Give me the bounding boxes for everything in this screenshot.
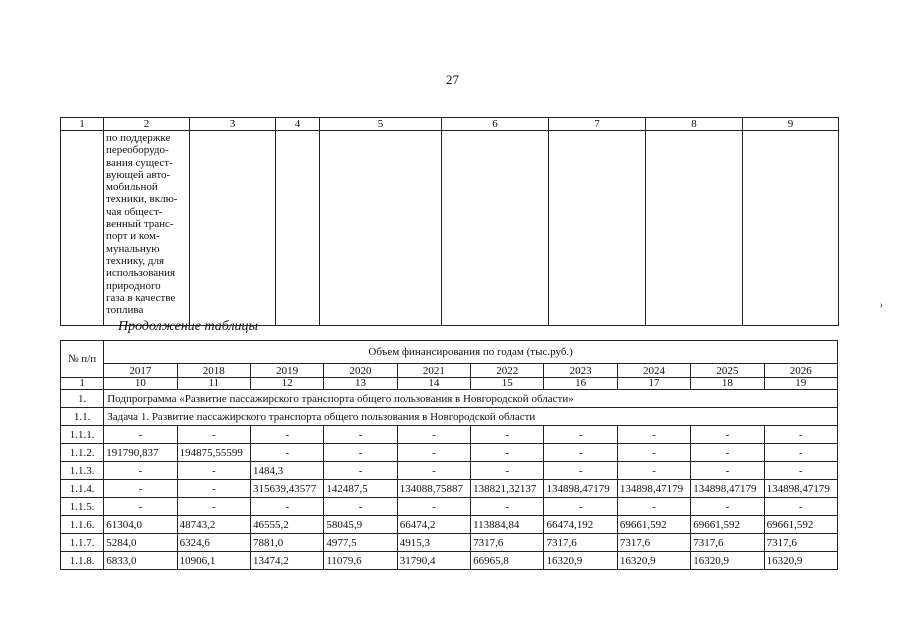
description-line: чая общест- [106, 205, 163, 218]
description-line: топлива [106, 304, 144, 317]
empty-cell [743, 131, 839, 326]
financing-value: 69661,592 [617, 516, 690, 534]
column-number: 1 [61, 378, 104, 390]
financing-value: - [691, 444, 764, 462]
subprogram-title: Подпрограмма «Развитие пассажирского транспорта общего пользования в Новгородской области» [104, 390, 838, 408]
financing-value: 69661,592 [691, 516, 764, 534]
column-number: 17 [617, 378, 690, 390]
num-header: № п/п [61, 341, 104, 378]
column-number: 1 [61, 118, 104, 131]
financing-value: 66965,8 [471, 552, 544, 570]
empty-cell [646, 131, 743, 326]
row-number: 1.1.6. [61, 516, 104, 534]
financing-value: - [177, 480, 250, 498]
financing-value: - [397, 426, 470, 444]
description-line: технику, для [106, 254, 165, 267]
year-header: 2019 [250, 364, 323, 378]
description-line: по поддержке [106, 132, 171, 144]
column-number: 11 [177, 378, 250, 390]
table-row [61, 444, 838, 462]
year-header: 2017 [104, 364, 177, 378]
financing-value: - [471, 426, 544, 444]
description-line: мунальную [106, 242, 160, 255]
row-number: 1.1.7. [61, 534, 104, 552]
financing-value: - [104, 498, 177, 516]
financing-value: 10906,1 [177, 552, 250, 570]
financing-header-row [61, 341, 838, 364]
page-number: 27 [446, 72, 459, 87]
column-number-row [61, 378, 838, 390]
financing-value: 7317,6 [471, 534, 544, 552]
financing-table [60, 340, 838, 570]
row-number: 1.1.8. [61, 552, 104, 570]
description-line: венный транс- [106, 218, 174, 231]
description-row [61, 131, 839, 326]
row-number: 1.1.4. [61, 480, 104, 498]
financing-value: - [764, 498, 837, 516]
year-header: 2022 [471, 364, 544, 378]
financing-value: 16320,9 [764, 552, 837, 570]
financing-value: - [544, 426, 617, 444]
financing-value: 134898,47179 [691, 480, 764, 498]
column-number: 8 [646, 118, 743, 131]
financing-value: 7317,6 [691, 534, 764, 552]
financing-value: 134898,47179 [617, 480, 690, 498]
table-row [61, 534, 838, 552]
data-rows [61, 426, 838, 570]
financing-value: 194875,55599 [177, 444, 250, 462]
financing-value: - [324, 462, 397, 480]
column-number: 9 [743, 118, 839, 131]
description-line: газа в качестве [106, 291, 176, 304]
financing-value: - [617, 426, 690, 444]
financing-value: 16320,9 [691, 552, 764, 570]
column-number: 2 [104, 118, 190, 131]
financing-value: - [104, 462, 177, 480]
financing-value: 4915,3 [397, 534, 470, 552]
row-number: 1.1.1. [61, 426, 104, 444]
financing-value: - [764, 426, 837, 444]
financing-value: 7317,6 [617, 534, 690, 552]
subprogram-row [61, 390, 838, 408]
table-row [61, 498, 838, 516]
column-number: 12 [250, 378, 323, 390]
row-number: 1.1.2. [61, 444, 104, 462]
column-number: 4 [276, 118, 320, 131]
financing-value: 1484,3 [250, 462, 323, 480]
column-number: 15 [471, 378, 544, 390]
financing-value: 48743,2 [177, 516, 250, 534]
description-line: вания сущест- [106, 156, 173, 169]
financing-value: 61304,0 [104, 516, 177, 534]
financing-value: - [324, 444, 397, 462]
financing-value: 46555,2 [250, 516, 323, 534]
empty-cell [549, 131, 646, 326]
column-number-row [61, 118, 839, 131]
financing-value: 134898,47179 [544, 480, 617, 498]
table-row [61, 516, 838, 534]
description-line: порт и ком- [106, 230, 160, 243]
financing-value: - [471, 498, 544, 516]
financing-value: - [104, 426, 177, 444]
financing-value: - [324, 426, 397, 444]
financing-value: - [177, 498, 250, 516]
financing-value: - [544, 462, 617, 480]
year-header: 2026 [764, 364, 837, 378]
row-number: 1.1. [61, 408, 104, 426]
financing-value: - [691, 462, 764, 480]
description-line: использования [106, 267, 176, 280]
year-header: 2021 [397, 364, 470, 378]
financing-value: 315639,43577 [250, 480, 323, 498]
financing-value: - [764, 444, 837, 462]
table-row [61, 552, 838, 570]
financing-value: - [177, 426, 250, 444]
financing-value: 6324,6 [177, 534, 250, 552]
empty-cell [320, 131, 442, 326]
financing-header: Объем финансирования по годам (тыс.руб.) [104, 341, 838, 364]
financing-value: 58045,9 [324, 516, 397, 534]
empty-cell [442, 131, 549, 326]
financing-value: - [250, 426, 323, 444]
financing-value: 134088,75887 [397, 480, 470, 498]
scan-artifact-mark: › [879, 300, 883, 311]
year-header: 2024 [617, 364, 690, 378]
financing-value: 16320,9 [617, 552, 690, 570]
financing-value: 5284,0 [104, 534, 177, 552]
financing-value: - [544, 498, 617, 516]
financing-value: - [471, 444, 544, 462]
table-row [61, 480, 838, 498]
financing-value: 13474,2 [250, 552, 323, 570]
table-row [61, 426, 838, 444]
column-number: 16 [544, 378, 617, 390]
financing-value: - [324, 498, 397, 516]
column-number: 14 [397, 378, 470, 390]
description-line: вующей авто- [106, 168, 171, 181]
continuation-top-table [60, 117, 839, 326]
empty-cell [61, 131, 104, 326]
column-number: 5 [320, 118, 442, 131]
year-header: 2020 [324, 364, 397, 378]
row-number: 1.1.5. [61, 498, 104, 516]
column-number: 13 [324, 378, 397, 390]
financing-value: 11079,6 [324, 552, 397, 570]
financing-value: - [104, 480, 177, 498]
table-continuation-caption: Продолжение таблицы [118, 319, 259, 334]
table-row [61, 462, 838, 480]
financing-value: 31790,4 [397, 552, 470, 570]
row-number: 1. [61, 390, 104, 408]
financing-value: - [397, 498, 470, 516]
financing-value: - [691, 498, 764, 516]
year-header: 2025 [691, 364, 764, 378]
financing-value: - [617, 462, 690, 480]
description-line: мобильной [106, 181, 158, 194]
financing-value: - [471, 462, 544, 480]
financing-value: - [250, 498, 323, 516]
description-line: техники, вклю- [106, 193, 178, 206]
financing-value: 66474,2 [397, 516, 470, 534]
column-number: 3 [190, 118, 276, 131]
financing-value: - [397, 462, 470, 480]
financing-value: 138821,32137 [471, 480, 544, 498]
financing-value: 66474,192 [544, 516, 617, 534]
financing-value: 16320,9 [544, 552, 617, 570]
financing-value: 7317,6 [544, 534, 617, 552]
column-number: 6 [442, 118, 549, 131]
column-number: 10 [104, 378, 177, 390]
year-header: 2018 [177, 364, 250, 378]
financing-value: 4977,5 [324, 534, 397, 552]
financing-value: - [250, 444, 323, 462]
financing-value: - [397, 444, 470, 462]
financing-value: 113884,84 [471, 516, 544, 534]
financing-value: - [617, 444, 690, 462]
financing-value: 191790,837 [104, 444, 177, 462]
financing-value: 142487,5 [324, 480, 397, 498]
column-number: 7 [549, 118, 646, 131]
row-number: 1.1.3. [61, 462, 104, 480]
description-line: переоборудо- [106, 144, 169, 157]
measure-description [104, 131, 190, 326]
task-title: Задача 1. Развитие пассажирского транспорта общего пользования в Новгородской области [104, 408, 838, 426]
financing-value: 7317,6 [764, 534, 837, 552]
financing-value: - [617, 498, 690, 516]
financing-value: - [177, 462, 250, 480]
column-number: 18 [691, 378, 764, 390]
financing-value: - [691, 426, 764, 444]
financing-value: 69661,592 [764, 516, 837, 534]
column-number: 19 [764, 378, 837, 390]
financing-value: 6833,0 [104, 552, 177, 570]
financing-value: 7881,0 [250, 534, 323, 552]
task-row [61, 408, 838, 426]
description-line: природного [106, 279, 161, 292]
year-header-row [61, 364, 838, 378]
empty-cell [190, 131, 276, 326]
financing-value: 134898,47179 [764, 480, 837, 498]
empty-cell [276, 131, 320, 326]
financing-value: - [544, 444, 617, 462]
year-header: 2023 [544, 364, 617, 378]
financing-value: - [764, 462, 837, 480]
